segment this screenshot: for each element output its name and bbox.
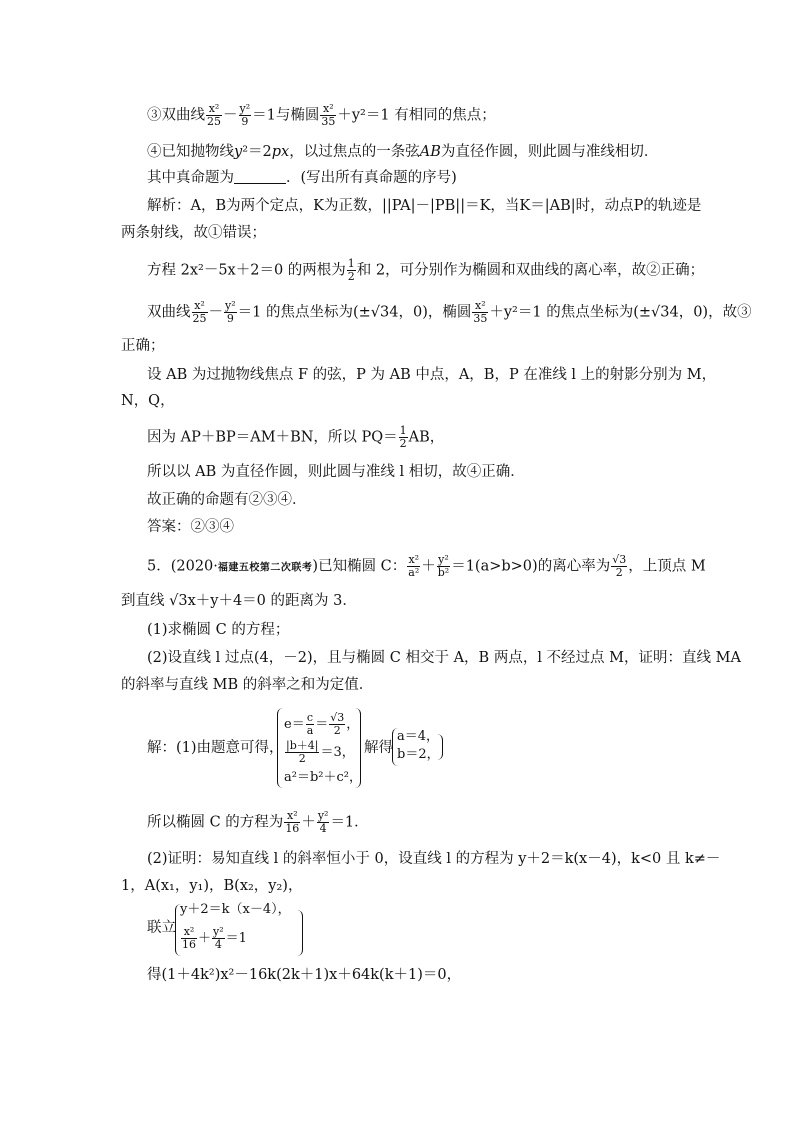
problem-5: 5．(2020·福建五校第二次联考)已知椭圆 C： $\frac{\text{x²}}{\text{a²}}$ ＋ $\frac{\text{y²}}{\text{b²}}$ ＝1(a>b>0)的离心率为 $\frac{√3}{2}$ ，上顶点 M (147, 553, 706, 579)
question-prompt: 其中真命题为 ．(写出所有真命题的序号) (147, 170, 457, 186)
analysis-line: 方程 2x²－5x＋2＝0 的两根为 $\frac{1}{2}$ 和 2，可分别作为椭圆和双曲线的离心率，故②正确； (147, 257, 705, 283)
analysis-line: 因为 AP＋BP＝AM＋BN，所以 PQ＝ $\frac{1}{2}$ AB， (147, 424, 445, 450)
fraction: $\frac{√3}{2}$ (612, 553, 627, 579)
analysis-line: 设 AB 为过抛物线焦点 F 的弦，P 为 AB 中点，A，B，P 在准线 l 上的射影分别为 M， (147, 367, 717, 383)
solution-1: 解：(1)由题意可得， (147, 740, 284, 756)
fraction: $\frac{\text{x²}}{25}$ (192, 299, 207, 325)
answer-blank (234, 169, 286, 184)
problem-5-line: 到直线 √3x＋y＋4＝0 的距离为 3． (121, 593, 357, 609)
fraction: $\frac{\text{x²}}{35}$ (321, 102, 336, 128)
fraction: $\frac{\text{x²}}{25}$ (207, 102, 221, 128)
problem-5-part2-cont: 的斜率与直线 MB 的斜率之和为定值． (121, 677, 374, 693)
solution-1-result: 解得 (364, 740, 393, 756)
analysis-line: 正确； (121, 338, 165, 354)
fraction: $\frac{\text{x²}}{35}$ (473, 299, 488, 325)
system-row: y＋2＝k（x－4）， (180, 902, 291, 917)
analysis-line: 双曲线 $\frac{\text{x²}}{25}$ － $\frac{\text{y²}}{9}$ ＝1 的焦点坐标为(±√34，0)，椭圆 $\frac{\text{x²}}{35}$ ＋y²＝1 的焦点坐标为(±√34，0)，故③ (147, 299, 752, 325)
source-tag: 福建五校第二次联考 (217, 562, 313, 574)
solution-2-equation: 得(1＋4k²)x²－16k(2k＋1)x＋64k(k＋1)＝0， (147, 967, 462, 983)
solution-2-cont: 1，A(x₁，y₁)，B(x₂，y₂)， (121, 878, 303, 894)
analysis-line: 所以以 AB 为直径作圆，则此圆与准线 l 相切，故④正确． (147, 464, 525, 480)
analysis-line: 故正确的命题有②③④． (147, 492, 307, 508)
solution-1-conclusion: 所以椭圆 C 的方程为 $\frac{\text{x²}}{16}$ ＋ $\frac{\text{y²}}{4}$ ＝1． (147, 809, 369, 835)
answer-line: 答案：②③④ (147, 519, 234, 535)
analysis-line: N，Q， (121, 393, 175, 409)
problem-5-part2: (2)设直线 l 过点(4，－2)，且与椭圆 C 相交于 A，B 两点，l 不经过点 M，证明：直线 MA (147, 650, 741, 666)
fraction: $\frac{1}{2}$ (399, 424, 407, 450)
fraction: $\frac{\text{x²}}{16}$ (285, 809, 300, 835)
fraction: $\frac{1}{2}$ (347, 257, 355, 283)
system-row: a＝4， (397, 729, 440, 744)
system-row: b＝2， (397, 747, 440, 762)
right-brace (352, 708, 361, 788)
proposition-3: ③双曲线 $\frac{\text{x²}}{25}$ － $\frac{\text{y²}}{9}$ ＝1与椭圆 $\frac{\text{x²}}{35}$ ＋y²＝1 有相同的焦点； (147, 102, 496, 128)
fraction: $\frac{\text{y²}}{9}$ (225, 299, 236, 325)
analysis-line: 两条射线，故①错误； (121, 225, 266, 241)
right-brace (436, 734, 443, 760)
right-brace (296, 910, 303, 956)
fraction: $\frac{\text{y²}}{9}$ (239, 102, 251, 128)
system-row: $\frac{\text{x²}}{16}$ ＋ $\frac{\text{y²}}{4}$ ＝1 (182, 925, 247, 951)
system-row: a²＝b²＋c²， (284, 770, 362, 785)
fraction: $\frac{\text{x²}}{\text{a²}}$ (408, 553, 420, 579)
fraction: $\frac{\text{y²}}{\text{b²}}$ (437, 553, 450, 579)
analysis-line: 解析：A，B为两个定点，K为正数，||PA|－|PB||＝K，当K＝|AB|时，动点P的轨迹是 (147, 198, 702, 214)
proposition-4: ④已知抛物线y²＝2px，以过焦点的一条弦AB为直径作圆，则此圆与准线相切． (147, 144, 659, 160)
solution-2: (2)证明：易知直线 l 的斜率恒小于 0，设直线 l 的方程为 y＋2＝k(x－4)，k<0 且 k≠－ (147, 851, 721, 867)
problem-5-part1: (1)求椭圆 C 的方程； (147, 622, 290, 638)
system-row: e＝ $\frac{c}{a}$ ＝ $\frac{√3}{2}$ ， (284, 711, 360, 737)
fraction: $\frac{\text{y²}}{4}$ (317, 809, 329, 835)
solution-2-system-label: 联立 (147, 920, 176, 936)
system-row: $\frac{|b+4|}{2}$ ＝3， (286, 739, 355, 765)
